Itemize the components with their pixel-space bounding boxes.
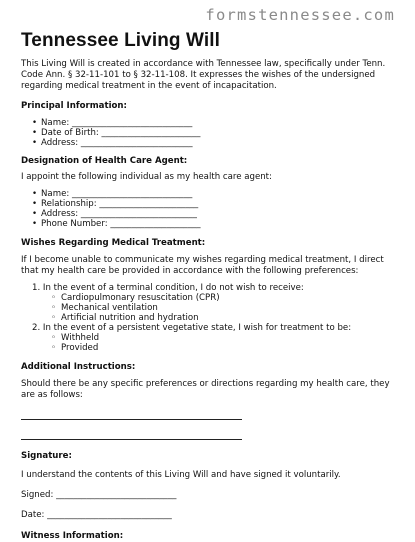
principal-dob-field: • Date of Birth: _______________________: [32, 128, 397, 138]
principal-fields: [21, 118, 397, 148]
wishes-sublist: [21, 293, 397, 323]
principal-heading: Principal Information:: [21, 101, 127, 111]
wishes-subitem: ◦ Mechanical ventilation: [51, 303, 397, 313]
wishes-list: [21, 283, 397, 353]
agent-heading: Designation of Health Care Agent:: [21, 156, 188, 166]
wishes-heading: Wishes Regarding Medical Treatment:: [21, 238, 206, 248]
agent-address-field: • Address: ___________________________: [32, 209, 397, 219]
wishes-subitem: ◦ Withheld: [51, 333, 397, 343]
signature-heading: Signature:: [21, 451, 72, 461]
site-watermark: formstennessee.com: [205, 6, 395, 24]
document-page: [21, 30, 397, 542]
wishes-text: If I become unable to communicate my wishes regarding medical treatment, I direct that my health care be provided in accordance with the following preferences:: [21, 255, 384, 276]
agent-name-field: • Name: ____________________________: [32, 189, 397, 199]
wishes-subitem: ◦ Provided: [51, 343, 397, 353]
additional-line-1: [21, 409, 242, 420]
intro-paragraph: This Living Will is created in accordance with Tennessee law, specifically under Tenn. Code Ann. § 32-11-101 to § 32-11-108. It expresses the wishes of the undersigned regarding medical treatment in the event of incapacitation.: [21, 59, 386, 91]
additional-text: Should there be any specific preferences or directions regarding my health care, they are as follows:: [21, 379, 390, 400]
signed-field: Signed: ____________________________: [21, 490, 177, 500]
wishes-item-label: 2. In the event of a persistent vegetative state, I wish for treatment to be:: [32, 323, 352, 333]
wishes-item-vegetative: [21, 323, 397, 353]
principal-name-field: • Name: ____________________________: [32, 118, 397, 128]
additional-heading: Additional Instructions:: [21, 362, 136, 372]
wishes-subitem: ◦ Cardiopulmonary resuscitation (CPR): [51, 293, 397, 303]
agent-fields: [21, 189, 397, 229]
wishes-subitem: ◦ Artificial nutrition and hydration: [51, 313, 397, 323]
principal-address-field: • Address: __________________________: [32, 138, 397, 148]
agent-phone-field: • Phone Number: _____________________: [32, 219, 397, 229]
signature-text: I understand the contents of this Living Will and have signed it voluntarily.: [21, 470, 341, 480]
witness-heading: Witness Information:: [21, 531, 124, 541]
date-field: Date: _____________________________: [21, 510, 172, 520]
document-title: Tennessee Living Will: [21, 30, 221, 51]
wishes-sublist: [21, 333, 397, 353]
wishes-item-terminal: [21, 283, 397, 323]
wishes-item-label: 1. In the event of a terminal condition, I do not wish to receive:: [32, 283, 304, 293]
agent-relationship-field: • Relationship: _______________________: [32, 199, 397, 209]
agent-text: I appoint the following individual as my health care agent:: [21, 172, 272, 182]
additional-line-2: [21, 429, 242, 440]
